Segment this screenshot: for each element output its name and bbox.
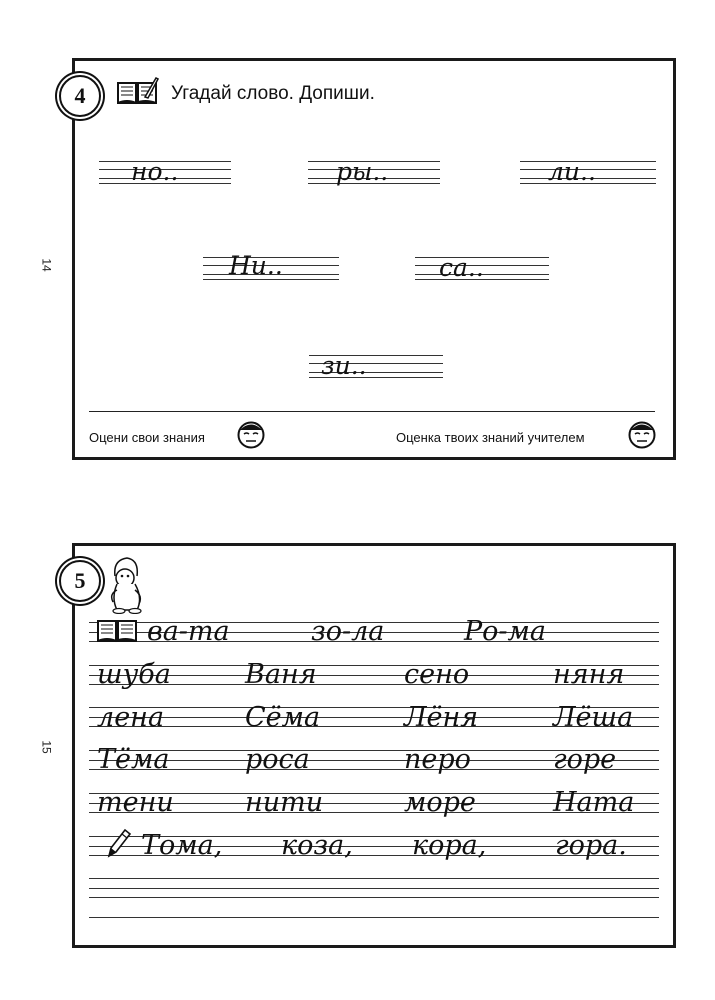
word-blank[interactable] [203,251,339,280]
word: коза, [281,830,353,861]
exercise-4-number: 4 [59,75,101,117]
word: кора, [412,830,487,861]
word: тени [97,787,174,818]
word: Лёня [404,702,479,733]
word: перо [404,744,471,775]
exercise-4-title: Угадай слово. Допиши. [171,83,375,104]
pencil-icon [105,828,131,858]
word: море [404,787,476,818]
word-stub: са.. [439,253,484,282]
word-blank[interactable] [308,157,440,186]
word: Сёма [245,702,321,733]
exercise-5-number: 5 [59,560,101,602]
word: гора. [555,830,627,861]
footer-divider [89,411,655,412]
word-stub: зи.. [321,351,367,380]
teacher-assessment-label: Оценка твоих знаний учителем [396,430,585,445]
word: Тёма [97,744,170,775]
book-icon [115,75,159,107]
exercise-4-frame [72,58,676,460]
face-icon[interactable] [628,421,656,449]
face-icon[interactable] [237,421,265,449]
gnome-icon [105,554,149,614]
word: няня [553,659,625,690]
word: Тома, [141,830,223,861]
word-stub: Ни.. [229,251,283,280]
word: сено [404,659,470,690]
word-stub: ры.. [336,157,389,186]
word: лена [97,702,165,733]
word-blank[interactable] [99,157,231,186]
word: Ната [553,787,635,818]
word-blank[interactable] [520,157,656,186]
word: нити [245,787,324,818]
self-assessment-label: Оцени свои знания [89,430,205,445]
word-blank[interactable] [415,253,549,282]
word: горе [553,744,617,775]
syllable-word: Ро-ма [464,616,547,647]
word: роса [245,744,310,775]
word-stub: но.. [131,157,179,186]
word: шуба [97,659,171,690]
page-number-15: 15 [39,740,54,754]
book-icon [95,617,139,645]
syllable-word: зо-ла [311,616,385,647]
exercise-5-frame [72,543,676,948]
word-blank[interactable] [309,351,443,380]
word: Лёша [553,702,634,733]
word-stub: ли.. [548,157,596,186]
word: Ваня [245,659,317,690]
syllable-word: ва-та [147,616,230,647]
page-number-14: 14 [39,258,54,272]
